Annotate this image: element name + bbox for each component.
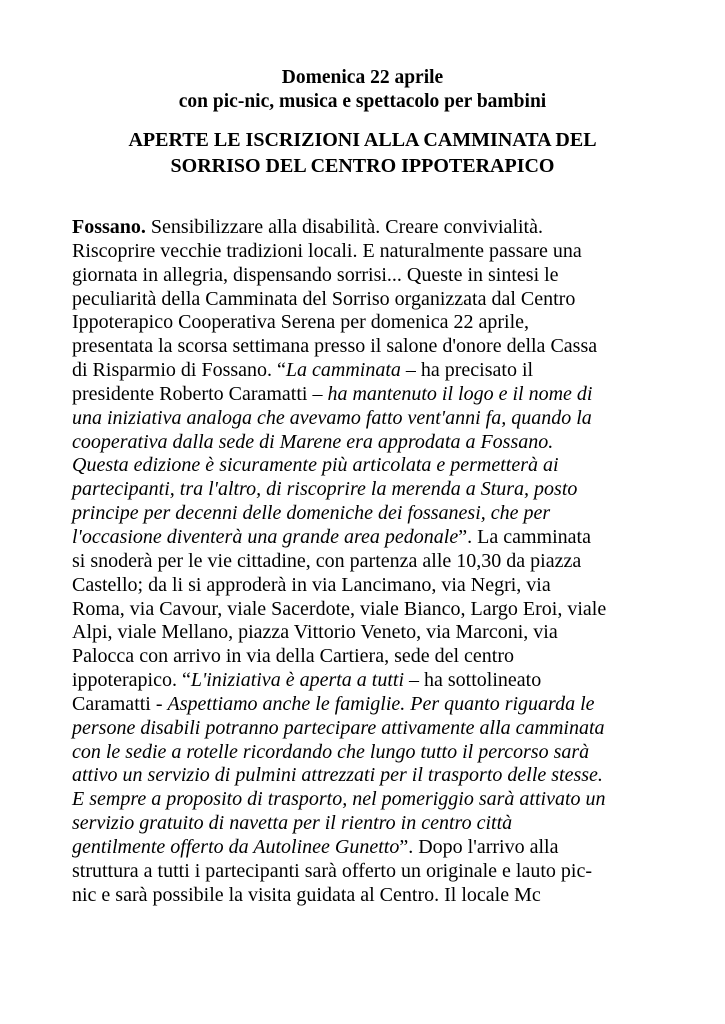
article-line bbox=[72, 621, 672, 645]
article-line bbox=[72, 788, 672, 812]
article-line bbox=[72, 359, 672, 383]
article-line bbox=[72, 311, 672, 335]
article-text-segment: Caramatti - bbox=[72, 692, 168, 715]
article-line bbox=[72, 502, 672, 526]
article-text-segment: Riscoprire vecchie tradizioni locali. E naturalmente passare una bbox=[72, 239, 582, 262]
article-line bbox=[72, 526, 672, 550]
article-text-segment: Palocca con arrivo in via della Cartiera, sede del centro bbox=[72, 645, 515, 668]
article-line bbox=[72, 264, 672, 288]
article-text-segment: si snoderà per le vie cittadine, con partenza alle 10,30 da piazza bbox=[72, 549, 582, 572]
date-line: Domenica 22 aprile bbox=[281, 67, 444, 88]
headline-line-2: SORRISO DEL CENTRO IPPOTERAPICO bbox=[170, 155, 555, 177]
article-text-segment: gentilmente offerto da Autolinee Gunetto bbox=[72, 835, 400, 858]
article-line bbox=[72, 454, 672, 478]
article-text-segment: attivo un servizio di pulmini attrezzati per il trasporto delle stesse. bbox=[72, 764, 603, 787]
article-line bbox=[72, 860, 672, 884]
article-line bbox=[72, 407, 672, 431]
article-text-segment: Aspettiamo anche le famiglie. Per quanto riguarda le bbox=[167, 692, 595, 715]
article-text-segment: di Risparmio di Fossano. “ bbox=[72, 359, 286, 382]
article-text-segment: presidente Roberto Caramatti – bbox=[72, 382, 328, 405]
article-line bbox=[72, 669, 672, 693]
article-text-segment: La camminata bbox=[285, 359, 401, 382]
subtitle-line: con pic-nic, musica e spettacolo per bambini bbox=[178, 91, 547, 112]
article-line bbox=[72, 764, 672, 788]
article-text-segment: – ha sottolineato bbox=[404, 669, 542, 692]
article-text-segment: ”. Dopo l'arrivo alla bbox=[399, 835, 559, 858]
article-text-segment: L'iniziativa è aperta a tutti bbox=[190, 669, 405, 692]
headline-line-1: APERTE LE ISCRIZIONI ALLA CAMMINATA DEL bbox=[128, 129, 597, 151]
article-text-segment: partecipanti, tra l'altro, di riscoprire la merenda a Stura, posto bbox=[72, 478, 578, 501]
article-line bbox=[72, 693, 672, 717]
article-text-segment: Ippoterapico Cooperativa Serena per domenica 22 aprile, bbox=[72, 311, 530, 334]
article-line bbox=[72, 550, 672, 574]
article-text-segment: cooperativa dalla sede di Marene era approdata a Fossano. bbox=[72, 430, 554, 453]
article-line bbox=[72, 741, 672, 765]
article-text-segment: Sensibilizzare alla disabilità. Creare convivialità. bbox=[145, 216, 543, 238]
article-line bbox=[72, 383, 672, 407]
article-line bbox=[72, 836, 672, 860]
article-line bbox=[72, 216, 672, 240]
article-line bbox=[72, 645, 672, 669]
article-line bbox=[72, 598, 672, 622]
article-text-segment: Questa edizione è sicuramente più articolata e permetterà ai bbox=[72, 454, 559, 477]
article-line bbox=[72, 288, 672, 312]
article-text-segment: peculiarità della Camminata del Sorriso organizzata dal Centro bbox=[72, 287, 576, 310]
article-line bbox=[72, 240, 672, 264]
article-body bbox=[72, 216, 672, 907]
article-text-segment: presentata la scorsa settimana presso il salone d'onore della Cassa bbox=[72, 335, 598, 358]
article-text-segment: E sempre a proposito di trasporto, nel pomeriggio sarà attivato un bbox=[72, 788, 606, 811]
article-text-segment: ippoterapico. “ bbox=[72, 669, 191, 692]
article-text-segment: ”. La camminata bbox=[458, 525, 591, 548]
article-text-segment: una iniziativa analoga che avevamo fatto vent'anni fa, quando la bbox=[72, 406, 592, 429]
article-text-segment: Alpi, viale Mellano, piazza Vittorio Veneto, via Marconi, via bbox=[72, 621, 558, 644]
article-text-segment: ha mantenuto il logo e il nome di bbox=[327, 382, 593, 405]
article-text-segment: Roma, via Cavour, viale Sacerdote, viale Bianco, Largo Eroi, viale bbox=[72, 597, 607, 620]
article-text-segment: con le sedie a rotelle ricordando che lungo tutto il percorso sarà bbox=[72, 740, 590, 763]
article-line bbox=[72, 884, 672, 908]
article-text-segment: nic e sarà possibile la visita guidata al Centro. Il locale Mc bbox=[72, 883, 541, 906]
article-text-segment: Castello; da li si approderà in via Lancimano, via Negri, via bbox=[72, 573, 551, 596]
article-text-segment: servizio gratuito di navetta per il rientro in centro città bbox=[72, 812, 513, 835]
article-text-segment: Fossano. bbox=[72, 216, 146, 238]
article-line bbox=[72, 335, 672, 359]
article-text-segment: principe per decenni delle domeniche dei fossanesi, che per bbox=[72, 502, 551, 525]
article-text-segment: giornata in allegria, dispensando sorrisi... Queste in sintesi le bbox=[72, 263, 559, 286]
article-line bbox=[72, 574, 672, 598]
article-text-segment: persone disabili potranno partecipare attivamente alla camminata bbox=[72, 716, 605, 739]
article-text-segment: – ha precisato il bbox=[400, 359, 534, 382]
article-line bbox=[72, 478, 672, 502]
article-line bbox=[72, 431, 672, 455]
article-text-segment: struttura a tutti i partecipanti sarà offerto un originale e lauto pic- bbox=[72, 859, 592, 882]
article-line bbox=[72, 717, 672, 741]
article-line bbox=[72, 812, 672, 836]
article-text-segment: l'occasione diventerà una grande area pedonale bbox=[72, 525, 459, 548]
